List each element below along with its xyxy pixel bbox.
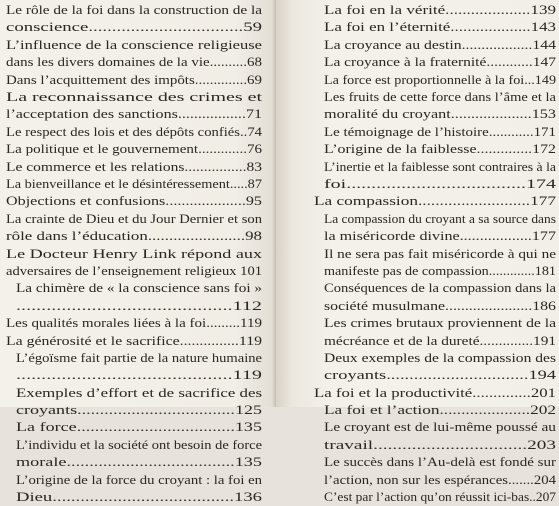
toc-line: [16, 385, 262, 402]
toc-line: [324, 489, 557, 506]
toc-text: Exemples d’effort et de sacrifice des: [16, 385, 262, 400]
toc-text: Le commerce et les relations................83: [6, 159, 262, 174]
toc-line: [6, 211, 263, 228]
toc-line: [324, 176, 557, 193]
toc-text: La politique et le gouvernement.............76: [6, 142, 263, 157]
toc-line: [314, 193, 557, 210]
toc-text: mécréance et de la dureté..............191: [324, 333, 557, 348]
toc-text: Le témoignage de l’histoire............171: [324, 124, 556, 139]
toc-line: [6, 176, 262, 193]
toc-line: [324, 72, 557, 89]
toc-line: [324, 89, 556, 106]
left-page: [0, 0, 276, 504]
toc-line: [16, 280, 263, 297]
toc-text: croyants...................................125: [16, 403, 262, 417]
toc-text: La force est proportionnelle à la foi...149: [324, 72, 557, 87]
toc-text: Les fruits de cette force dans l’âme et la: [324, 90, 556, 104]
toc-line: [6, 2, 263, 19]
toc-line: [324, 280, 556, 297]
toc-line: [16, 489, 263, 506]
toc-line: [324, 228, 556, 245]
toc-text: morale.....................................135: [16, 455, 262, 470]
toc-line: [324, 472, 557, 489]
toc-text: rôle dans l’éducation.......................98: [6, 229, 263, 244]
toc-text: L’origine de la force du croyant : la foi en: [16, 472, 263, 487]
toc-line: [324, 315, 556, 332]
toc-text: La foi en l’éternité...................143: [324, 20, 557, 35]
toc-text: La bienveillance et le désintéressement.....87: [6, 177, 262, 191]
toc-line: [16, 437, 263, 454]
toc-text: Dieu.......................................136: [16, 490, 263, 504]
toc-line: [324, 298, 556, 315]
toc-text: moralité du croyant....................153: [324, 107, 556, 122]
toc-line: [324, 211, 556, 228]
toc-line: [6, 54, 263, 71]
toc-text: l’action, non sur les espérances.......204: [324, 472, 557, 487]
toc-line: [6, 315, 263, 332]
toc-line: [6, 228, 263, 245]
toc-text: La croyance à la fraternité............147: [324, 55, 556, 70]
toc-text: C’est par l’action qu’on réussit ici-bas..207: [324, 490, 557, 504]
toc-line: [16, 402, 262, 419]
toc-line: [324, 124, 556, 141]
toc-text: La foi et l’action.....................202: [324, 403, 556, 417]
toc-text: Objections et confusions....................95: [6, 194, 262, 209]
toc-line: [324, 246, 557, 263]
toc-line: [16, 350, 263, 367]
toc-line: [324, 419, 556, 436]
toc-line: [324, 350, 557, 367]
toc-text: ...........................................119: [16, 368, 262, 383]
toc-text: adversaires de l’enseignement religieux 101: [6, 264, 262, 278]
toc-line: [324, 454, 557, 471]
toc-text: Il ne sera pas fait miséricorde à qui ne: [324, 246, 557, 261]
toc-text: La croyance au destin..................144: [324, 37, 556, 52]
toc-text: foi....................................174: [324, 177, 557, 191]
toc-line: [16, 298, 262, 315]
toc-text: Le Docteur Henry Link répond aux: [6, 246, 262, 261]
toc-text: La compassion..........................177: [314, 194, 557, 209]
toc-text: La reconnaissance des crimes et: [6, 90, 263, 104]
toc-line: [324, 19, 557, 36]
toc-line: [16, 419, 262, 436]
toc-text: L’individu et la société ont besoin de force: [16, 437, 263, 452]
toc-text: ...........................................112: [16, 298, 262, 313]
toc-line: [6, 246, 262, 263]
toc-line: [324, 333, 557, 350]
toc-line: [324, 2, 557, 19]
toc-text: L’influence de la conscience religieuse: [6, 37, 262, 52]
toc-line: [6, 19, 263, 36]
toc-text: Les crimes brutaux proviennent de la: [324, 316, 556, 331]
toc-line: [324, 141, 556, 158]
toc-line: [6, 263, 262, 280]
toc-text: conscience.................................59: [6, 20, 263, 35]
toc-line: [6, 37, 262, 54]
toc-text: La force...................................135: [16, 420, 262, 435]
toc-line: [16, 454, 262, 471]
toc-line: [6, 193, 262, 210]
toc-text: La crainte de Dieu et du Jour Dernier et son: [6, 211, 263, 226]
toc-line: [6, 72, 262, 89]
toc-text: Le rôle de la foi dans la construction de la: [6, 3, 263, 17]
toc-line: [324, 159, 557, 176]
toc-line: [324, 106, 556, 123]
toc-line: [6, 141, 263, 158]
toc-text: La chimère de « la conscience sans foi »: [16, 281, 263, 296]
toc-text: travail................................203: [324, 437, 556, 452]
toc-text: société musulmane......................186: [324, 298, 556, 313]
toc-line: [16, 367, 262, 384]
toc-line: [6, 106, 262, 123]
toc-text: Conséquences de la compassion dans la: [324, 281, 556, 296]
toc-text: La compassion du croyant a sa source dans: [324, 211, 556, 226]
toc-text: Le succès dans l’Au-delà est fondé sur: [324, 455, 557, 470]
toc-line: [6, 124, 262, 141]
toc-line: [314, 385, 557, 402]
toc-line: [324, 367, 557, 384]
toc-text: dans les divers domaines de la vie..........68: [6, 55, 263, 70]
toc-text: La générosité et le sacrifice...............119: [6, 333, 262, 348]
toc-line: [324, 263, 557, 280]
toc-line: [324, 437, 556, 454]
toc-text: L’inertie et la faiblesse sont contraires à la: [324, 159, 557, 174]
toc-line: [6, 159, 262, 176]
toc-text: Deux exemples de la compassion des: [324, 351, 557, 365]
toc-text: Dans l’acquittement des impôts..............69: [6, 72, 262, 87]
toc-line: [6, 333, 262, 350]
toc-text: croyants...............................194: [324, 368, 557, 383]
toc-text: L’égoïsme fait partie de la nature humaine: [16, 351, 263, 365]
toc-line: [324, 54, 556, 71]
toc-line: [324, 37, 556, 54]
toc-text: La foi en la vérité....................139: [324, 3, 557, 17]
toc-text: La foi et la productivité..............201: [314, 385, 557, 400]
toc-text: manifeste pas de compassion.............181: [324, 264, 557, 278]
right-page: [276, 0, 559, 504]
toc-text: Les qualités morales liées à la foi.........119: [6, 316, 263, 331]
toc-line: [324, 402, 556, 419]
toc-text: l’acceptation des sanctions.................71: [6, 107, 262, 122]
toc-line: [16, 472, 263, 489]
toc-text: la miséricorde divine..................177: [324, 229, 556, 244]
toc-line: [6, 89, 263, 106]
toc-text: Le croyant est de lui-même poussé au: [324, 420, 556, 435]
toc-text: Le respect des lois et des dépôts confiés..74: [6, 124, 262, 139]
toc-text: L’origine de la faiblesse..............172: [324, 142, 556, 157]
